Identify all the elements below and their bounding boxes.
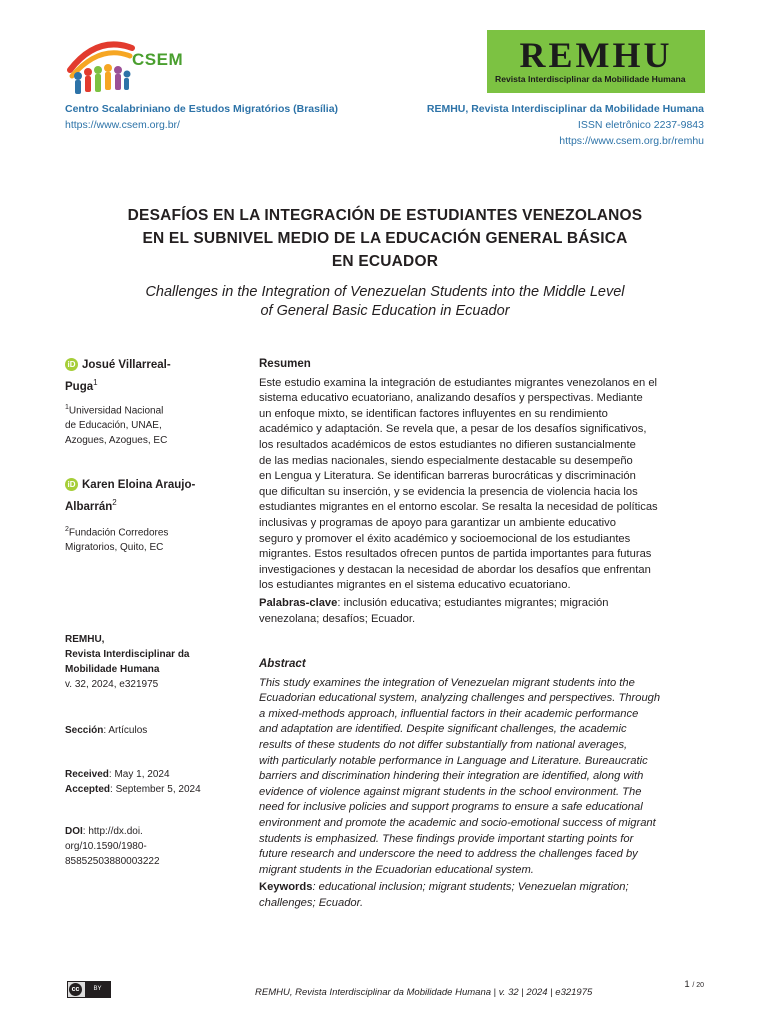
- journal-info-line: Revista Interdisciplinar da: [65, 649, 190, 660]
- footer-separator: |: [493, 987, 497, 998]
- section-label: Sección: [65, 725, 104, 736]
- affiliation-2: [65, 522, 215, 555]
- resumen-line: sistema educativo ecuatoriano, analizando desafíos y perspectivas. Mediante: [259, 392, 643, 405]
- resumen-keywords: [259, 596, 705, 627]
- received-value: : May 1, 2024: [108, 769, 170, 780]
- resumen-line: un enfoque mixto, se identifican factores influyentes en su rendimiento: [259, 407, 608, 420]
- resumen-line: en Lengua y Literatura. Se identifican barreras burocráticas y discriminación: [259, 470, 636, 483]
- abstract-line: a mixed-methods approach, influential factors in their academic performance: [259, 707, 639, 720]
- affiliation-1: [65, 400, 215, 448]
- resumen-line: los estudiantes migrantes en el sistema educativo ecuatoriano.: [259, 579, 571, 592]
- orcid-icon[interactable]: iD: [65, 358, 78, 371]
- abstract-line: with particularly notable performance in Language and Literature. Bureaucratic: [259, 754, 648, 767]
- page-total: / 20: [692, 982, 704, 989]
- footer-separator: |: [521, 987, 524, 998]
- journal-url-link[interactable]: https://www.csem.org.br/remhu: [559, 135, 704, 147]
- section-value: : Artículos: [103, 725, 148, 736]
- dates-info: [65, 767, 225, 797]
- journal-header-block: [427, 101, 704, 149]
- author-name-line2: Puga: [65, 380, 94, 393]
- doi-label: DOI: [65, 826, 83, 837]
- footer-eid: e321975: [555, 987, 593, 998]
- subtitle-line: Challenges in the Integration of Venezuelan Students into the Middle Level: [145, 284, 625, 300]
- csem-name: Centro Scalabriniano de Estudos Migratórios (Brasília): [65, 103, 339, 115]
- csem-url-link[interactable]: https://www.csem.org.br/: [65, 119, 180, 131]
- journal-name: REMHU, Revista Interdisciplinar da Mobilidade Humana: [426, 103, 704, 115]
- keywords-label: Palabras-clave: [259, 596, 338, 609]
- affil-sup: 1: [65, 404, 69, 411]
- abstract-line: migrant students in the Ecuadorian educational system.: [259, 863, 534, 876]
- issn: ISSN eletrônico 2237-9843: [577, 119, 704, 131]
- author-name-line1: Karen Eloina Araujo-: [82, 479, 196, 491]
- resumen-line: estudiantes migrantes en el entorno escolar. Se resalta la necesidad de políticas: [259, 501, 658, 514]
- affil-line: Migratorios, Quito, EC: [65, 542, 164, 554]
- author-sup: 1: [93, 378, 98, 387]
- title-line: DESAFÍOS EN LA INTEGRACIÓN DE ESTUDIANTES VENEZOLANOS: [127, 207, 643, 224]
- footer-year: 2024: [526, 987, 548, 998]
- subtitle-line: of General Basic Education in Ecuador: [260, 303, 510, 319]
- author-name-line2: Albarrán: [65, 500, 113, 513]
- resumen-heading: Resumen: [259, 358, 311, 370]
- resumen-line: de las medias nacionales, siendo especialmente destacable su desempeño: [259, 454, 633, 467]
- cc-license-badge[interactable]: [67, 981, 111, 998]
- resumen-line: inclusivas y programas de apoyo para garantizar un ambiente educativo: [259, 516, 616, 529]
- author-sup: 2: [112, 498, 117, 507]
- affil-line: de Educación, UNAE,: [65, 420, 162, 432]
- affil-line: Universidad Nacional: [68, 405, 164, 417]
- page-number: [684, 979, 704, 990]
- keywords-line: : educational inclusion; migrant students; Venezuelan migration;: [312, 881, 629, 894]
- resumen-line: Este estudio examina la integración de estudiantes migrantes venezolanos en el: [259, 376, 658, 389]
- resumen-line: seguro y promover el éxito académico y socioemocional de los estudiantes: [259, 532, 631, 545]
- csem-logo-text: CSEM: [132, 50, 184, 69]
- title-line: EN EL SUBNIVEL MEDIO DE LA EDUCACIÓN GENERAL BÁSICA: [142, 230, 628, 247]
- journal-info-line: REMHU,: [65, 634, 105, 645]
- abstract-body: [259, 676, 705, 879]
- footer-separator: |: [550, 987, 553, 998]
- csem-header-block: [65, 101, 338, 133]
- abstract-keywords: [259, 880, 705, 911]
- doi-link[interactable]: : http://dx.doi.: [82, 826, 143, 837]
- remhu-logo: [487, 30, 705, 93]
- keywords-line: : inclusión educativa; estudiantes migrantes; migración: [337, 596, 609, 609]
- doi-link[interactable]: org/10.1590/1980-: [65, 841, 147, 852]
- affil-line: Azogues, Azogues, EC: [65, 435, 168, 447]
- abstract-line: barriers and discrimination hindering their integration are identified, along with: [259, 770, 644, 783]
- abstract-line: This study examines the integration of Venezuelan migrant students into the: [259, 676, 635, 689]
- remhu-logo-title: REMHU: [519, 35, 673, 75]
- abstract-line: and adaptation are identified. Despite significant challenges, the academic: [259, 723, 627, 736]
- by-icon: BY: [85, 982, 110, 997]
- doi-info: [65, 824, 225, 869]
- remhu-logo-subtitle: Revista Interdisciplinar da Mobilidade Humana: [495, 74, 686, 84]
- cc-icon: cc: [69, 983, 82, 996]
- abstract-section: [259, 657, 705, 912]
- resumen-line: académico y adaptación. Se revela que, a pesar de los desafíos significativos,: [259, 423, 647, 436]
- author-2: [65, 477, 230, 516]
- resumen-body: [259, 376, 705, 594]
- abstract-heading: Abstract: [259, 658, 306, 670]
- footer-citation: [255, 987, 592, 998]
- resumen-section: [259, 357, 705, 627]
- doi-link[interactable]: 85852503880003222: [65, 856, 160, 867]
- article-subtitle: [60, 283, 710, 321]
- keywords-line: venezolana; desafíos; Ecuador.: [259, 612, 416, 625]
- keywords-line: challenges; Ecuador.: [259, 896, 364, 909]
- accepted-label: Accepted: [65, 784, 111, 795]
- author-1: [65, 357, 230, 396]
- footer-volume: v. 32: [498, 987, 519, 998]
- resumen-line: que dificultan su inserción, y se evidencia la presencia de violencia hacia los: [259, 485, 638, 498]
- accepted-value: : September 5, 2024: [110, 784, 201, 795]
- footer-journal: REMHU, Revista Interdisciplinar da Mobilidade Humana: [255, 987, 492, 998]
- affil-sup: 2: [65, 526, 69, 533]
- affil-line: Fundación Corredores: [68, 527, 169, 539]
- volume-info: v. 32, 2024, e321975: [65, 679, 159, 690]
- abstract-line: need for inclusive policies and support programs to ensure a safe educational: [259, 801, 643, 814]
- abstract-line: students is emphasized. These findings provide important starting points for: [259, 832, 634, 845]
- abstract-line: Ecuadorian educational system, analyzing challenges and perspectives. Through: [259, 692, 661, 705]
- resumen-line: los resultados académicos de estos estudiantes no difieren sustancialmente: [259, 438, 636, 451]
- resumen-line: migrantes. Estos resultados ofrecen puntos de partida importantes para futuras: [259, 548, 652, 561]
- journal-info: [65, 632, 225, 692]
- journal-info-line: Mobilidade Humana: [65, 664, 160, 675]
- abstract-line: evidence of violence against migrant students in the school environment. The: [259, 785, 642, 798]
- keywords-label: Keywords: [259, 881, 313, 894]
- title-line: EN ECUADOR: [331, 253, 439, 270]
- article-title: [60, 204, 710, 273]
- abstract-line: future research and underscore the need to address the challenges faced by: [259, 848, 638, 861]
- section-info: [65, 723, 225, 738]
- resumen-line: investigaciones y destacan la necesidad de abordar los desafíos que enfrentan: [259, 563, 651, 576]
- orcid-icon[interactable]: iD: [65, 478, 78, 491]
- abstract-line: environment and promote the academic and socio-emotional success of migrant: [259, 816, 656, 829]
- abstract-line: results of these students do not differ substantially from national averages,: [259, 738, 628, 751]
- received-label: Received: [65, 769, 109, 780]
- author-name-line1: Josué Villarreal-: [82, 359, 171, 371]
- page-current: 1: [684, 979, 690, 990]
